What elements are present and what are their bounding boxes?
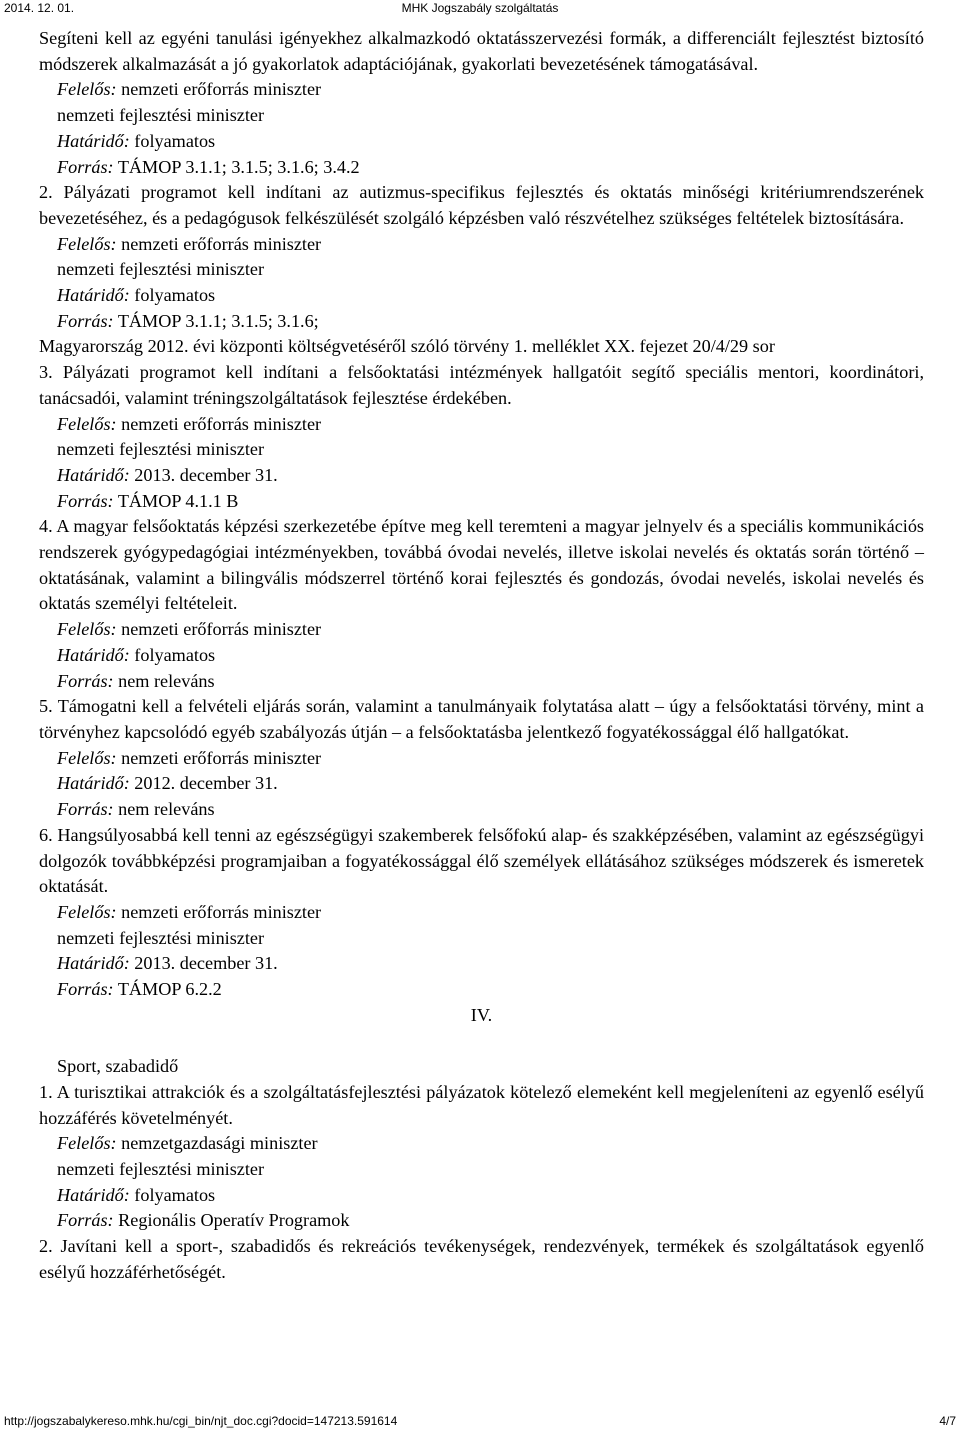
field-felelos xyxy=(39,1131,924,1157)
field-value: 2012. december 31. xyxy=(134,773,278,794)
field-hatarido xyxy=(39,1183,924,1209)
paragraph: 4. A magyar felsőoktatás képzési szerkezetébe építve meg kell teremteni a magyar jelnyelv és a speciális kommunikációs rendszerek gyógypedagógiai intézményekben, továbbá óvodai nevelés, illetve iskolai nevelés és oktatás során történő – oktatásának, valamint a bilingvális módszerrel történő korai fejlesztés és gondozás, óvodai nevelés, iskolai nevelés és oktatás személyi feltételeit. xyxy=(39,516,924,614)
field-value: nemzeti erőforrás miniszter xyxy=(121,233,322,254)
field-value: TÁMOP 3.1.1; 3.1.5; 3.1.6; xyxy=(117,310,319,331)
field-forras xyxy=(39,797,924,823)
field-label: Forrás: xyxy=(57,1210,114,1231)
text-line: Sport, szabadidő xyxy=(57,1056,179,1077)
field-hatarido xyxy=(39,643,924,669)
site-title: MHK Jogszabály szolgáltatás xyxy=(401,1,559,15)
paragraph: 5. Támogatni kell a felvételi eljárás során, valamint a tanulmányaik folytatása alatt – úgy a felsőoktatási törvény, mint a törvényhez kapcsolódó egyéb szabályozás útján – a felsőoktatásba jelentkező fogyatékossággal élő hallgatókat. xyxy=(39,696,924,742)
field-label: Forrás: xyxy=(57,799,114,820)
field-label: Forrás: xyxy=(57,310,114,331)
field-value: nemzeti erőforrás miniszter xyxy=(121,901,322,922)
field-value: Regionális Operatív Programok xyxy=(118,1210,350,1231)
page-number: 4/7 xyxy=(939,1414,956,1428)
field-label: Határidő: xyxy=(57,644,130,665)
field-felelos xyxy=(39,746,924,772)
field-forras xyxy=(39,489,924,515)
field-forras xyxy=(39,309,924,335)
field-label: Határidő: xyxy=(57,773,130,794)
field-value: nemzeti erőforrás miniszter xyxy=(121,413,322,434)
print-date: 2014. 12. 01. xyxy=(4,1,75,15)
field-value: nemzeti erőforrás miniszter xyxy=(121,79,322,100)
field-label: Felelős: xyxy=(57,79,117,100)
field-value: folyamatos xyxy=(134,644,216,665)
field-label: Határidő: xyxy=(57,953,130,974)
field-value: TÁMOP 4.1.1 B xyxy=(117,490,239,511)
field-label: Határidő: xyxy=(57,130,130,151)
field-felelos xyxy=(39,232,924,258)
field-value: 2013. december 31. xyxy=(134,953,278,974)
field-label: Forrás: xyxy=(57,670,114,691)
field-value: nem releváns xyxy=(118,670,215,691)
field-label: Határidő: xyxy=(57,464,130,485)
section-heading: IV. xyxy=(470,1004,493,1025)
field-value: folyamatos xyxy=(134,1184,216,1205)
field-forras xyxy=(39,669,924,695)
text-line: nemzeti fejlesztési miniszter xyxy=(57,259,265,280)
field-hatarido xyxy=(39,283,924,309)
field-hatarido xyxy=(39,951,924,977)
text-line: nemzeti fejlesztési miniszter xyxy=(57,105,265,126)
field-label: Felelős: xyxy=(57,1133,117,1154)
spacer xyxy=(39,1028,924,1054)
field-forras xyxy=(39,1208,924,1234)
paragraph: 2. Pályázati programot kell indítani az autizmus-specifikus fejlesztés és oktatás minőségi kritériumrendszerének bevezetéséhez, és a pedagógusok felkészülését szolgáló képzésben való részvételhez szükséges feltételek biztosítására. xyxy=(39,182,924,228)
page-footer xyxy=(0,1414,960,1432)
field-label: Felelős: xyxy=(57,619,117,640)
field-value: folyamatos xyxy=(134,130,216,151)
field-value: TÁMOP 6.2.2 xyxy=(117,979,222,1000)
text-line: nemzeti fejlesztési miniszter xyxy=(57,439,265,460)
page-header xyxy=(0,0,960,16)
field-felelos xyxy=(39,617,924,643)
field-label: Felelős: xyxy=(57,413,117,434)
source-url: http://jogszabalykereso.mhk.hu/cgi_bin/njt_doc.cgi?docid=147213.591614 xyxy=(4,1414,398,1428)
field-value: folyamatos xyxy=(134,285,216,306)
paragraph: Segíteni kell az egyéni tanulási igényekhez alkalmazkodó oktatásszervezési formák, a differenciált fejlesztést biztosító módszerek alkalmazását a jó gyakorlatok adaptációjának, gyakorlati bevezetésének támogatásával. xyxy=(39,28,924,74)
field-felelos xyxy=(39,412,924,438)
paragraph: 6. Hangsúlyosabbá kell tenni az egészségügyi szakemberek felsőfokú alap- és szakképzésében, valamint az egészségügyi dolgozók továbbképzési programjaiban a fogyatékossággal élő személyek ellátásához szükséges módszerek és ismeretek oktatását. xyxy=(39,824,924,897)
field-felelos xyxy=(39,77,924,103)
field-forras xyxy=(39,155,924,181)
field-value: nemzeti erőforrás miniszter xyxy=(121,747,322,768)
field-label: Forrás: xyxy=(57,156,114,177)
field-label: Forrás: xyxy=(57,979,114,1000)
field-value: TÁMOP 3.1.1; 3.1.5; 3.1.6; 3.4.2 xyxy=(117,156,360,177)
field-label: Felelős: xyxy=(57,233,117,254)
field-value: nemzetgazdasági miniszter xyxy=(121,1133,318,1154)
text-line: nemzeti fejlesztési miniszter xyxy=(57,927,265,948)
paragraph: 3. Pályázati programot kell indítani a felsőoktatási intézmények hallgatóit segítő speciális mentori, koordinátori, tanácsadói, valamint tréningszolgáltatások fejlesztése érdekében. xyxy=(39,362,924,408)
field-value: nem releváns xyxy=(118,799,215,820)
field-label: Határidő: xyxy=(57,1184,130,1205)
paragraph: 1. A turisztikai attrakciók és a szolgáltatásfejlesztési pályázatok kötelező elemeként kell megjeleníteni az egyenlő esélyű hozzáférés követelményét. xyxy=(39,1081,924,1128)
field-felelos xyxy=(39,900,924,926)
field-value: 2013. december 31. xyxy=(134,464,278,485)
paragraph-continuation: Magyarország 2012. évi központi költségvetéséről szóló törvény 1. melléklet XX. fejezet 20/4/29 sor xyxy=(39,336,775,357)
field-value: nemzeti erőforrás miniszter xyxy=(121,619,322,640)
text-line: nemzeti fejlesztési miniszter xyxy=(57,1158,265,1179)
field-hatarido xyxy=(39,129,924,155)
field-hatarido xyxy=(39,771,924,797)
field-forras xyxy=(39,977,924,1003)
field-label: Forrás: xyxy=(57,490,114,511)
field-label: Határidő: xyxy=(57,285,130,306)
paragraph: 2. Javítani kell a sport-, szabadidős és rekreációs tevékenységek, rendezvények, termékek és szolgáltatások egyenlő esélyű hozzáférhetőségét. xyxy=(39,1236,924,1282)
field-label: Felelős: xyxy=(57,747,117,768)
field-label: Felelős: xyxy=(57,901,117,922)
document-body xyxy=(39,26,924,1285)
field-hatarido xyxy=(39,463,924,489)
